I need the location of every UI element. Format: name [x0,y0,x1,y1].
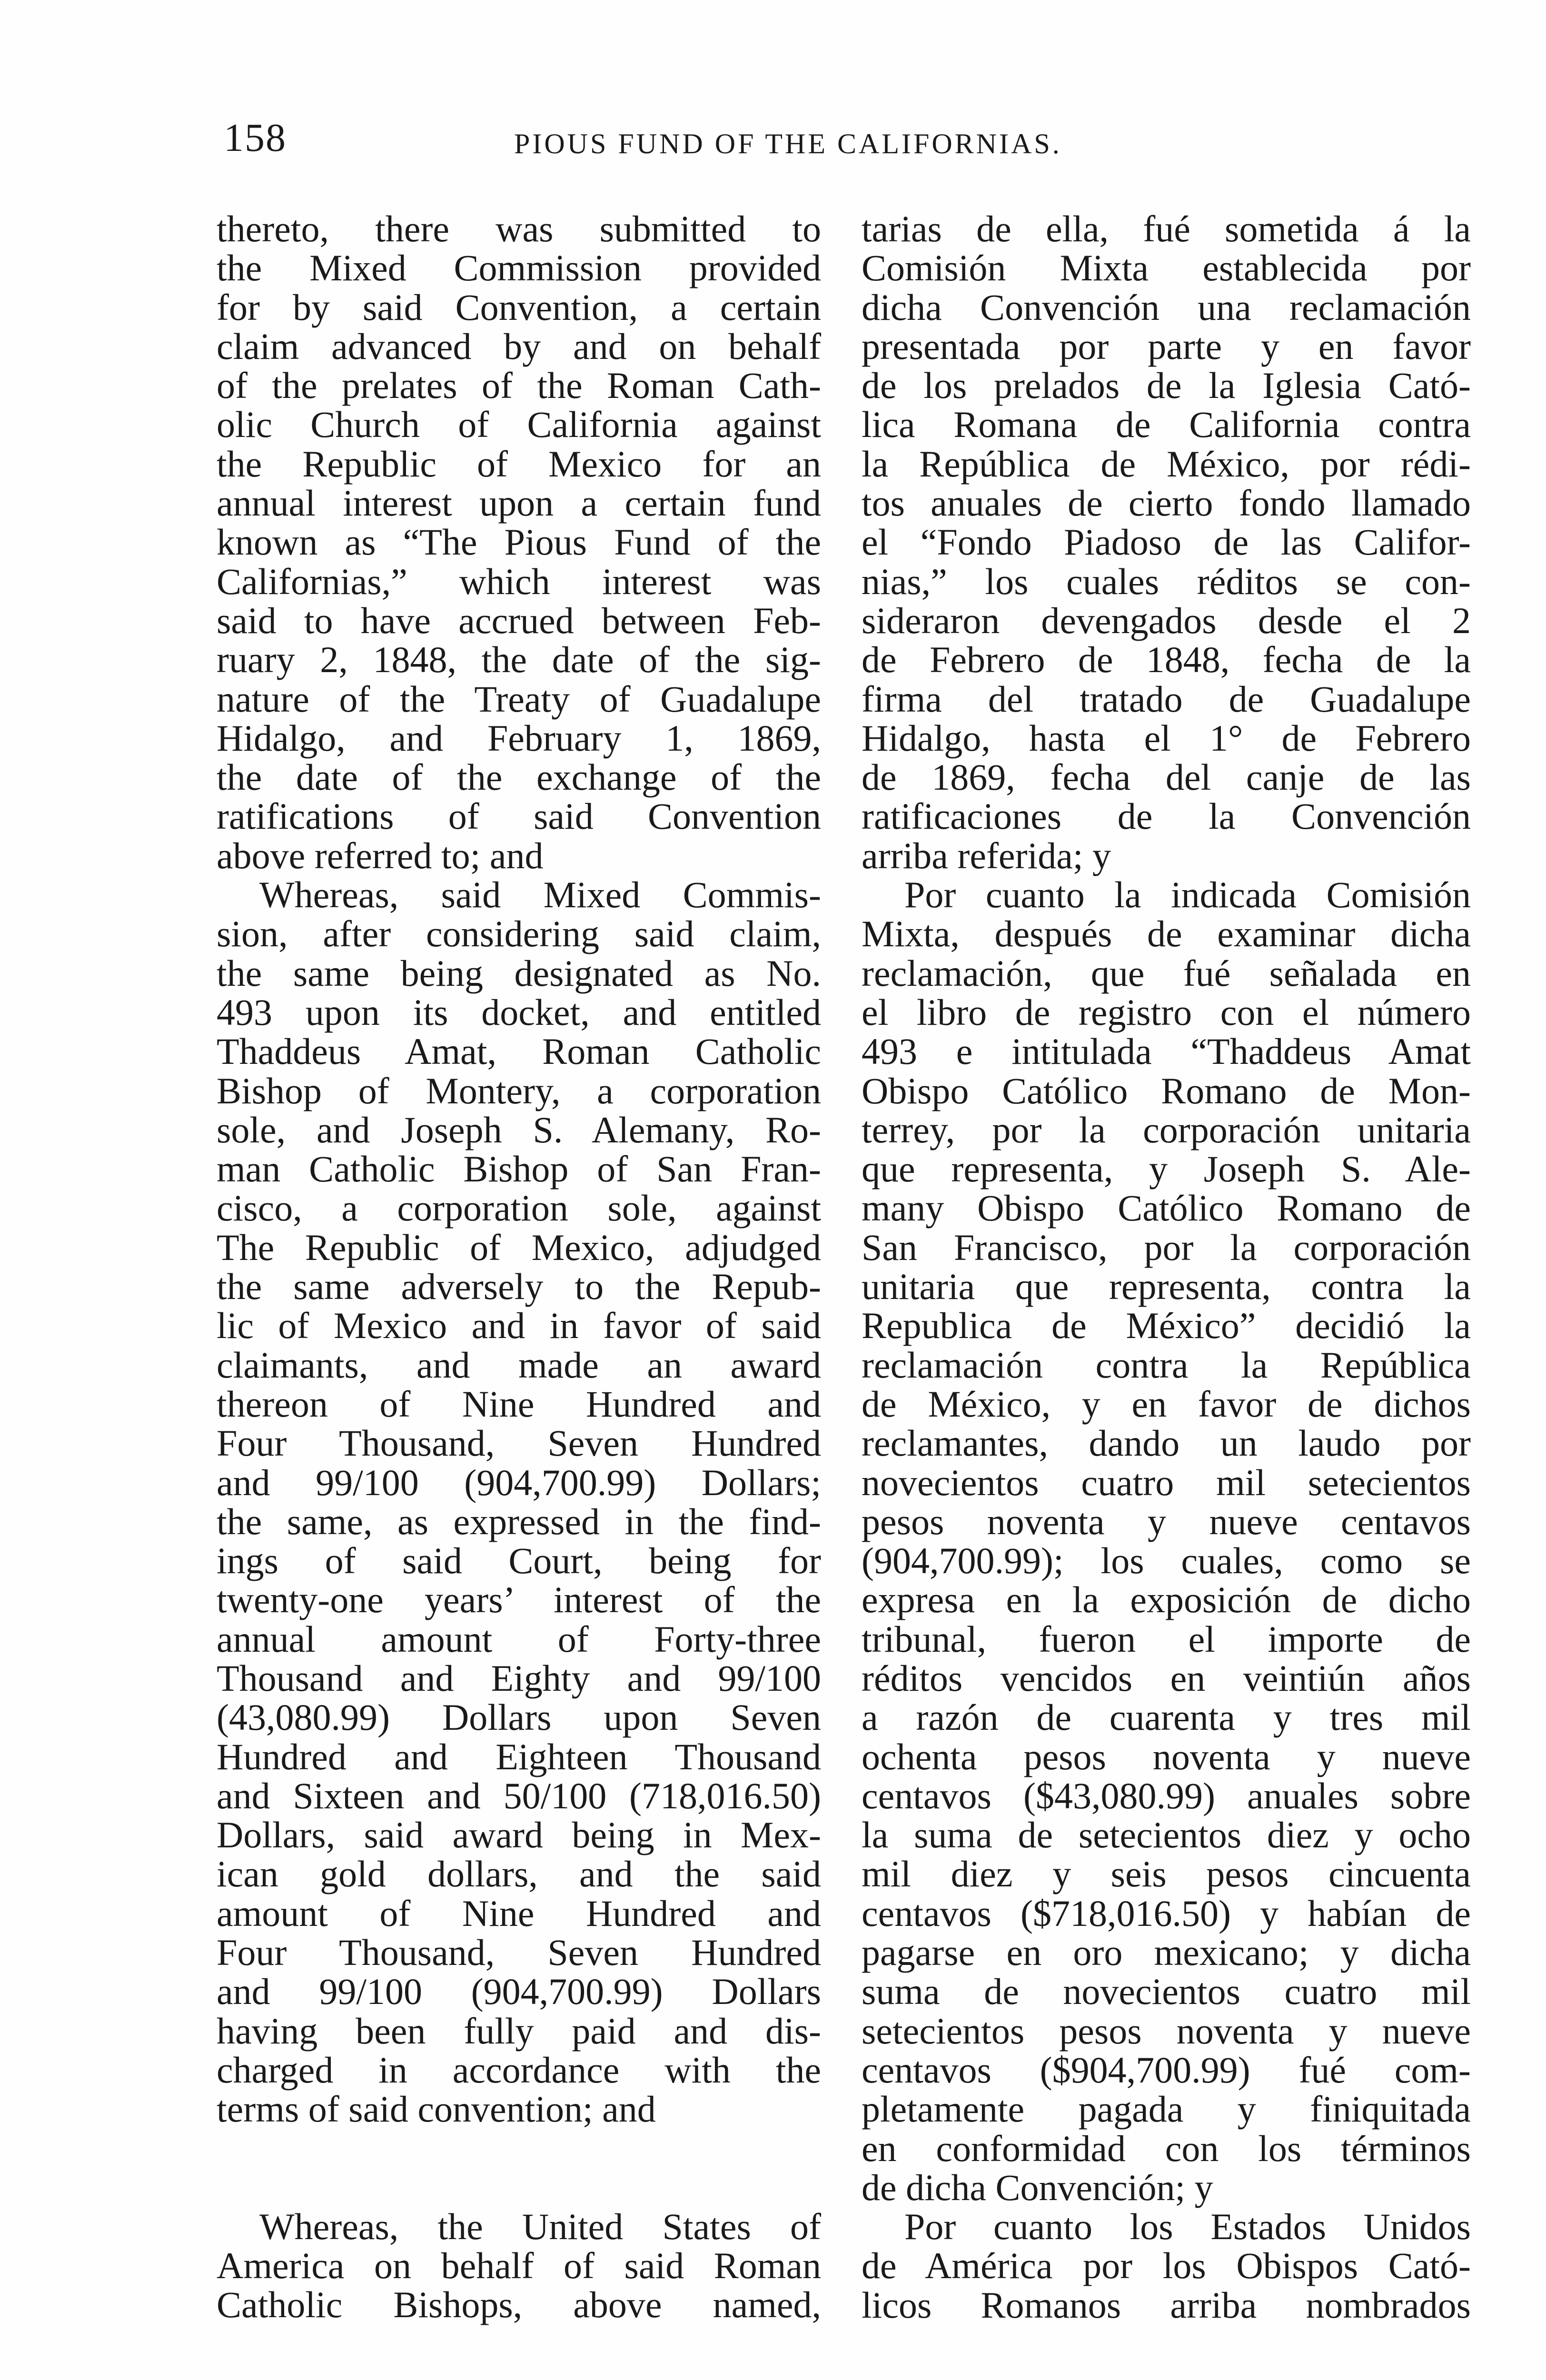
text-line: lic of Mexico and in favor of said [217,1305,821,1347]
text-line: setecientos pesos noventa y nueve [862,2010,1471,2052]
text-line: de 1869, fecha del canje de las [862,756,1471,798]
text-line: dicha Convención una reclamación [862,286,1471,328]
text-line: ochenta pesos noventa y nueve [862,1735,1471,1777]
text-line: suma de novecientos cuatro mil [862,1971,1471,2013]
text-line: Comisión Mixta establecida por [862,247,1471,289]
text-line: ratificaciones de la Convención [862,795,1471,837]
text-line: charged in accordance with the [217,2049,821,2091]
text-line: 493 e intitulada “Thaddeus Amat [862,1031,1471,1072]
text-line: (904,700.99); los cuales, como se [862,1540,1471,1582]
text-line: Whereas, the United States of [259,2205,821,2247]
text-line: expresa en la exposición de dicho [862,1579,1471,1621]
text-line: the date of the exchange of the [217,756,821,798]
english-column [217,209,821,2324]
text-line: said to have accrued between Feb- [217,599,821,641]
text-line: ruary 2, 1848, the date of the sig- [217,639,821,681]
text-line: Hundred and Eighteen Thousand [217,1735,821,1777]
text-line: the same, as expressed in the find- [217,1500,821,1542]
text-line: sideraron devengados desde el 2 [862,599,1471,641]
text-line: above referred to; and [217,834,544,876]
text-line: ings of said Court, being for [217,1540,821,1582]
text-line: annual interest upon a certain fund [217,482,821,524]
text-line: sion, after considering said claim, [217,913,821,955]
text-line: pesos noventa y nueve centavos [862,1500,1471,1542]
text-line: cisco, a corporation sole, against [217,1187,821,1229]
text-line: reclamación, que fué señalada en [862,952,1471,994]
text-line: en conformidad con los términos [862,2127,1471,2169]
text-line: the same being designated as No. [217,952,821,994]
spanish-column [862,209,1471,2325]
text-line: Obispo Católico Romano de Mon- [862,1070,1471,1111]
text-line: tarias de ella, fué sometida á la [862,208,1471,249]
text-line: nature of the Treaty of Guadalupe [217,678,821,720]
text-line: Por cuanto la indicada Comisión [904,874,1471,916]
text-line: centavos ($718,016.50) y habían de [862,1892,1471,1934]
text-line: Catholic Bishops, above named, [217,2284,821,2326]
text-line: thereon of Nine Hundred and [217,1383,821,1425]
text-line: de México, y en favor de dichos [862,1383,1471,1425]
text-line: réditos vencidos en veintiún años [862,1657,1471,1699]
text-line: having been fully paid and dis- [217,2010,821,2052]
text-line: Four Thousand, Seven Hundred [217,1422,821,1464]
text-line: The Republic of Mexico, adjudged [217,1226,821,1268]
text-line: unitaria que representa, contra la [862,1266,1471,1308]
text-line: tribunal, fueron el importe de [862,1618,1471,1660]
text-line: sole, and Joseph S. Alemany, Ro- [217,1109,821,1150]
text-line: licos Romanos arriba nombrados [862,2284,1471,2326]
english-paragraph-3 [217,2207,821,2325]
text-line: known as “The Pious Fund of the [217,521,821,563]
spanish-paragraph-3 [862,2207,1471,2325]
text-line: (43,080.99) Dollars upon Seven [217,1696,821,1738]
text-line: and 99/100 (904,700.99) Dollars; [217,1461,821,1503]
running-head: PIOUS FUND OF THE CALIFORNIAS. [514,128,1062,159]
text-line: reclamantes, dando un laudo por [862,1422,1471,1464]
text-line: de dicha Convención; y [862,2166,1213,2208]
text-line: America on behalf of said Roman [217,2244,821,2286]
text-line: mil diez y seis pesos cincuenta [862,1853,1471,1895]
text-line: novecientos cuatro mil setecientos [862,1461,1471,1503]
text-line: a razón de cuarenta y tres mil [862,1696,1471,1738]
text-line: Californias,” which interest was [217,560,821,602]
text-line: amount of Nine Hundred and [217,1892,821,1934]
text-line: ratifications of said Convention [217,795,821,837]
text-line: Thaddeus Amat, Roman Catholic [217,1031,821,1072]
text-line: Hidalgo, and February 1, 1869, [217,717,821,759]
text-line: Thousand and Eighty and 99/100 [217,1657,821,1699]
text-line: twenty-one years’ interest of the [217,1579,821,1621]
text-line: de América por los Obispos Cató- [862,2245,1471,2287]
spanish-paragraph-2 [862,875,1471,2207]
english-paragraph-2 [217,875,821,2129]
text-line: tos anuales de cierto fondo llamado [862,482,1471,524]
text-line: the Mixed Commission provided [217,247,821,289]
english-paragraph-1 [217,209,821,875]
text-line: el “Fondo Piadoso de las Califor- [862,521,1471,563]
spanish-paragraph-1 [862,209,1471,875]
text-line: pletamente pagada y finiquitada [862,2088,1471,2130]
text-line: Mixta, después de examinar dicha [862,913,1471,955]
text-line: claim advanced by and on behalf [217,325,821,367]
text-line: and Sixteen and 50/100 (718,016.50) [217,1775,821,1816]
text-line: olic Church of California against [217,404,821,446]
text-line: terms of said convention; and [217,2088,656,2130]
text-line: arriba referida; y [862,834,1111,876]
text-line: 493 upon its docket, and entitled [217,991,821,1033]
text-line: de los prelados de la Iglesia Cató- [862,365,1471,407]
text-line: man Catholic Bishop of San Fran- [217,1148,821,1190]
text-line: Four Thousand, Seven Hundred [217,1932,821,1973]
text-line: for by said Convention, a certain [217,286,821,328]
text-line: claimants, and made an award [217,1344,821,1386]
text-line: terrey, por la corporación unitaria [862,1109,1471,1150]
text-line: annual amount of Forty-three [217,1618,821,1660]
text-line: San Francisco, por la corporación [862,1226,1471,1268]
text-line: Whereas, said Mixed Commis- [259,874,821,916]
text-line: que representa, y Joseph S. Ale- [862,1148,1471,1190]
text-line: de Febrero de 1848, fecha de la [862,639,1471,681]
text-line: pagarse en oro mexicano; y dicha [862,1932,1471,1973]
text-line: firma del tratado de Guadalupe [862,678,1471,720]
text-line: centavos ($43,080.99) anuales sobre [862,1775,1471,1816]
page-number: 158 [224,116,287,160]
text-line: Bishop of Montery, a corporation [217,1070,821,1111]
text-line: thereto, there was submitted to [217,208,821,249]
text-line: Republica de México” decidió la [862,1305,1471,1347]
text-line: el libro de registro con el número [862,991,1471,1033]
text-line: lica Romana de California contra [862,404,1471,446]
text-line: ican gold dollars, and the said [217,1853,821,1895]
text-line: Dollars, said award being in Mex- [217,1814,821,1856]
text-line: many Obispo Católico Romano de [862,1187,1471,1229]
text-line: Por cuanto los Estados Unidos [904,2206,1471,2248]
text-line: of the prelates of the Roman Cath- [217,365,821,407]
text-line: la República de México, por rédi- [862,443,1471,485]
text-line: la suma de setecientos diez y ocho [862,1814,1471,1856]
text-line: the Republic of Mexico for an [217,443,821,485]
text-line: the same adversely to the Repub- [217,1266,821,1308]
text-line: nias,” los cuales réditos se con- [862,560,1471,602]
paragraph-gap [217,2129,821,2207]
text-line: Hidalgo, hasta el 1° de Febrero [862,717,1471,759]
text-line: centavos ($904,700.99) fué com- [862,2049,1471,2091]
text-line: presentada por parte y en favor [862,325,1471,367]
text-line: and 99/100 (904,700.99) Dollars [217,1971,821,2013]
text-line: reclamación contra la República [862,1344,1471,1386]
